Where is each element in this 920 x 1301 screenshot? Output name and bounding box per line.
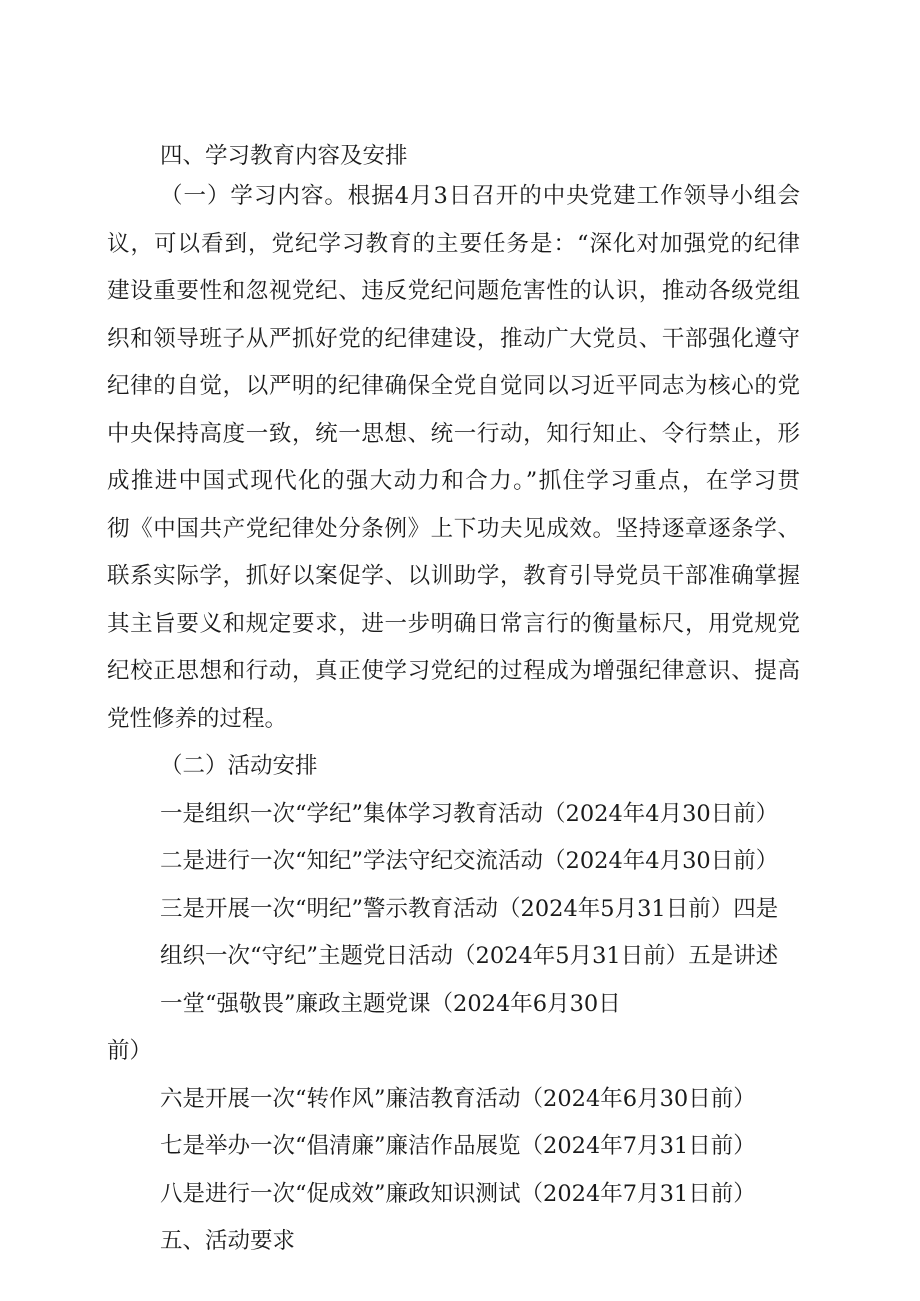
paragraph-line: 党性修养的过程。 — [107, 706, 288, 732]
activity-item: 一是组织一次“学纪”集体学习教育活动（2024年4月30日前） — [160, 801, 779, 827]
paragraph-line: 建设重要性和忽视党纪、违反党纪问题危害性的认识，推动各级党组 — [107, 278, 800, 304]
paragraph-line: 议，可以看到，党纪学习教育的主要任务是：“深化对加强党的纪律 — [107, 231, 800, 257]
activity-item: 八是进行一次“促成效”廉政知识测试（2024年7月31日前） — [160, 1181, 756, 1207]
section-heading-4: 四、学习教育内容及安排 — [160, 143, 408, 169]
paragraph-line: 成推进中国式现代化的强大动力和合力。”抓住学习重点，在学习贯 — [107, 468, 800, 494]
paragraph-line: 织和领导班子从严抓好党的纪律建设，推动广大党员、干部强化遵守 — [107, 326, 800, 352]
activity-item: 六是开展一次“转作风”廉洁教育活动（2024年6月30日前） — [160, 1086, 756, 1112]
activity-item: 一堂“强敬畏”廉政主题党课（2024年6月30日 — [160, 991, 621, 1017]
activity-item: 二是进行一次“知纪”学法守纪交流活动（2024年4月30日前） — [160, 848, 779, 874]
paragraph-line: 彻《中国共产党纪律处分条例》上下功夫见成效。坚持逐章逐条学、 — [107, 516, 800, 542]
activity-item: 前） — [107, 1038, 153, 1064]
section-heading-5: 五、活动要求 — [160, 1228, 296, 1254]
paragraph-line: 联系实际学，抓好以案促学、以训助学，教育引导党员干部准确掌握 — [107, 563, 800, 589]
activity-item: 七是举办一次“倡清廉”廉洁作品展览（2024年7月31日前） — [160, 1133, 756, 1159]
activity-item: 三是开展一次“明纪”警示教育活动（2024年5月31日前）四是 — [160, 896, 779, 922]
paragraph-line: 中央保持高度一致，统一思想、统一行动，知行知止、令行禁止，形 — [107, 421, 800, 447]
subsection-heading: （二）活动安排 — [160, 753, 318, 779]
paragraph-line: （一）学习内容。根据4月3日召开的中央党建工作领导小组会 — [160, 183, 800, 209]
paragraph-line: 其主旨要义和规定要求，进一步明确日常言行的衡量标尺，用党规党 — [107, 611, 800, 637]
paragraph-line: 纪律的自觉，以严明的纪律确保全党自觉同以习近平同志为核心的党 — [107, 373, 800, 399]
paragraph-line: 纪校正思想和行动，真正使学习党纪的过程成为增强纪律意识、提高 — [107, 658, 800, 684]
activity-item: 组织一次“守纪”主题党日活动（2024年5月31日前）五是讲述 — [160, 943, 779, 969]
